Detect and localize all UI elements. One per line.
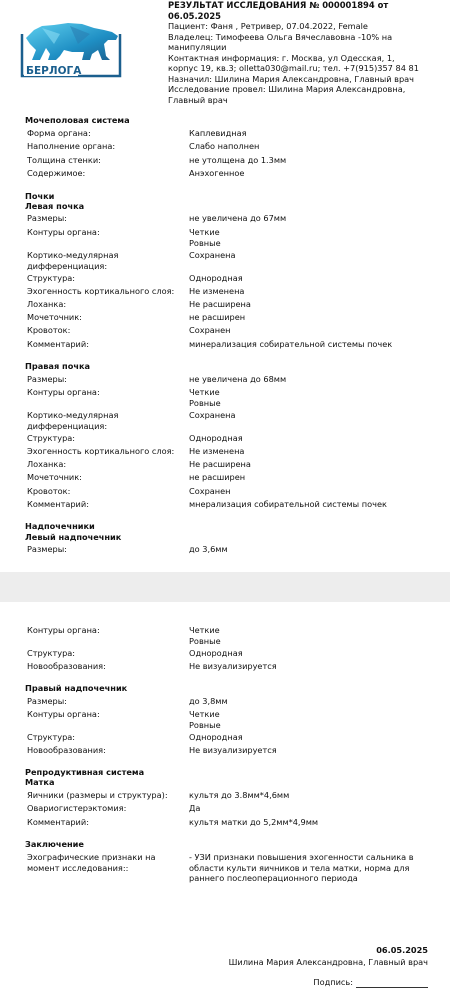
section-title-kidneys: Почки xyxy=(25,191,55,201)
field-value: Слабо наполнен xyxy=(189,141,260,151)
field-label: Контуры органа: xyxy=(27,227,100,237)
section-title-reproductive: Репродуктивная система xyxy=(25,767,145,777)
field-label: Лоханка: xyxy=(27,299,67,309)
report-title: РЕЗУЛЬТАТ ИССЛЕДОВАНИЯ № 000001894 от xyxy=(168,0,389,10)
field-label: Кровоток: xyxy=(27,486,71,496)
assigned-by: Назначил: Шилина Мария Александровна, Главный врач xyxy=(168,73,415,84)
field-label: Комментарий: xyxy=(27,499,89,509)
value-line: Ровные xyxy=(189,397,221,408)
field-label: Размеры: xyxy=(27,544,67,554)
field-value: не расширен xyxy=(189,472,246,482)
value-line: Ровные xyxy=(189,719,221,730)
field-value: Не расширена xyxy=(189,459,251,469)
performed-by: Исследование провел: Шилина Мария Александровна, xyxy=(168,84,406,94)
section-title-right-adrenal: Правый надпочечник xyxy=(25,683,128,693)
section-title-urinary: Мочеполовая система xyxy=(25,115,130,125)
field-label: Комментарий: xyxy=(27,339,89,349)
field-label: Структура: xyxy=(27,732,76,742)
field-value: Сохранена xyxy=(189,250,236,260)
field-value xyxy=(189,387,439,408)
field-value xyxy=(189,625,439,646)
field-label: Новообразования: xyxy=(27,661,106,671)
field-label: Контуры органа: xyxy=(27,709,100,719)
field-value: Не визуализируется xyxy=(189,745,277,755)
label-line: дифференциация: xyxy=(27,420,108,431)
field-value: Не визуализируется xyxy=(189,661,277,671)
field-value: Сохранен xyxy=(189,486,231,496)
value-line: Ровные xyxy=(189,237,221,248)
signature-label: Подпись: xyxy=(313,977,353,987)
value-line: - УЗИ признаки повышения эхогенности сальника в xyxy=(189,852,414,862)
field-label: Содержимое: xyxy=(27,168,86,178)
field-label: Овариогистерэктомия: xyxy=(27,803,127,813)
label-line: Кортико-медулярная xyxy=(27,250,119,260)
field-label: Новообразования: xyxy=(27,745,106,755)
label-line: дифференциация: xyxy=(27,260,108,271)
report-date: 06.05.2025 xyxy=(168,10,221,21)
value-line: Ровные xyxy=(189,635,221,646)
field-label: Лоханка: xyxy=(27,459,67,469)
section-title-conclusion: Заключение xyxy=(25,839,84,849)
field-value: не утолщена до 1.3мм xyxy=(189,155,287,165)
field-label xyxy=(27,410,187,431)
signature-line xyxy=(313,977,428,988)
page-break xyxy=(0,572,450,602)
field-value: Однородная xyxy=(189,732,243,742)
contact-info: Контактная информация: г. Москва, ул Одесская, 1, xyxy=(168,52,395,63)
footer-doctor: Шилина Мария Александровна, Главный врач xyxy=(228,957,428,967)
bear-logo-icon xyxy=(20,20,124,80)
field-value: Не изменена xyxy=(189,286,245,296)
field-value: Не изменена xyxy=(189,446,245,456)
field-value: не увеличена до 67мм xyxy=(189,213,287,223)
field-label: Размеры: xyxy=(27,213,67,223)
label-line: Кортико-медулярная xyxy=(27,410,119,420)
value-line: Четкие xyxy=(189,227,220,237)
value-line: Четкие xyxy=(189,625,220,635)
berloga-logo xyxy=(20,20,124,80)
field-value: до 3,8мм xyxy=(189,696,228,706)
field-value: минерализация собирательной системы почек xyxy=(189,339,393,349)
field-value: Сохранен xyxy=(189,325,231,335)
label-line: Эхографические признаки на xyxy=(27,852,156,862)
report-header xyxy=(168,0,440,105)
field-value: не увеличена до 68мм xyxy=(189,374,287,384)
footer-date: 06.05.2025 xyxy=(376,945,428,955)
field-label: Комментарий: xyxy=(27,817,89,827)
field-label: Размеры: xyxy=(27,696,67,706)
field-label: Мочеточник: xyxy=(27,312,82,322)
field-value: Сохранена xyxy=(189,410,236,420)
value-line: Четкие xyxy=(189,387,220,397)
field-value: Да xyxy=(189,803,201,813)
field-label: Эхогенность кортикального слоя: xyxy=(27,446,175,456)
section-title-left-adrenal: Левый надпочечник xyxy=(25,532,122,542)
field-label: Толщина стенки: xyxy=(27,155,101,165)
field-label xyxy=(27,852,187,873)
section-title-uterus: Матка xyxy=(25,777,55,787)
field-value: Однородная xyxy=(189,433,243,443)
report-page-2 xyxy=(0,602,450,1000)
field-label: Наполнение органа: xyxy=(27,141,116,151)
field-label: Эхогенность кортикального слоя: xyxy=(27,286,175,296)
section-title-adrenals: Надпочечники xyxy=(25,521,95,531)
label-line: момент исследования:: xyxy=(27,862,129,873)
field-label: Контуры органа: xyxy=(27,625,100,635)
field-label: Кровоток: xyxy=(27,325,71,335)
field-label: Контуры органа: xyxy=(27,387,100,397)
field-value: Однородная xyxy=(189,648,243,658)
conclusion-text xyxy=(189,852,439,884)
value-line: области культи яичников и тела матки, норма для xyxy=(189,862,410,873)
performed-by-cont: Главный врач xyxy=(168,94,228,105)
field-value: Каплевидная xyxy=(189,128,247,138)
section-title-left-kidney: Левая почка xyxy=(25,201,85,211)
field-label: Мочеточник: xyxy=(27,472,82,482)
field-value: мнерализация собирательной системы почек xyxy=(189,499,387,509)
field-label: Размеры: xyxy=(27,374,67,384)
field-label: Структура: xyxy=(27,648,76,658)
value-line: раннего послеоперационного периода xyxy=(189,873,358,883)
field-value: не расширен xyxy=(189,312,246,322)
contact-info-cont: корпус 19, кв.3; olletta030@mail.ru; тел. +7(915)357 84 81 xyxy=(168,63,419,73)
owner-info: Владелец: Тимофеева Ольга Вячеславовна -10% на xyxy=(168,31,393,42)
field-value: Анэхогенное xyxy=(189,168,245,178)
field-value: Не расширена xyxy=(189,299,251,309)
owner-info-cont: манипуляции xyxy=(168,42,227,52)
field-label: Структура: xyxy=(27,273,76,283)
field-value: Однородная xyxy=(189,273,243,283)
signature-blank xyxy=(356,979,428,988)
field-value: культя до 3.8мм*4,6мм xyxy=(189,790,290,800)
field-label xyxy=(27,250,187,271)
field-value: до 3,6мм xyxy=(189,544,228,554)
field-value: культя матки до 5,2мм*4,9мм xyxy=(189,817,319,827)
logo-text: БЕРЛОГА xyxy=(26,65,82,77)
field-value xyxy=(189,709,439,730)
field-label: Структура: xyxy=(27,433,76,443)
field-label: Яичники (размеры и структура): xyxy=(27,790,168,800)
section-title-right-kidney: Правая почка xyxy=(25,361,91,371)
field-label: Форма органа: xyxy=(27,128,91,138)
field-value xyxy=(189,227,439,248)
value-line: Четкие xyxy=(189,709,220,719)
patient-info: Пациент: Фаня , Ретривер, 07.04.2022, Female xyxy=(168,21,368,31)
